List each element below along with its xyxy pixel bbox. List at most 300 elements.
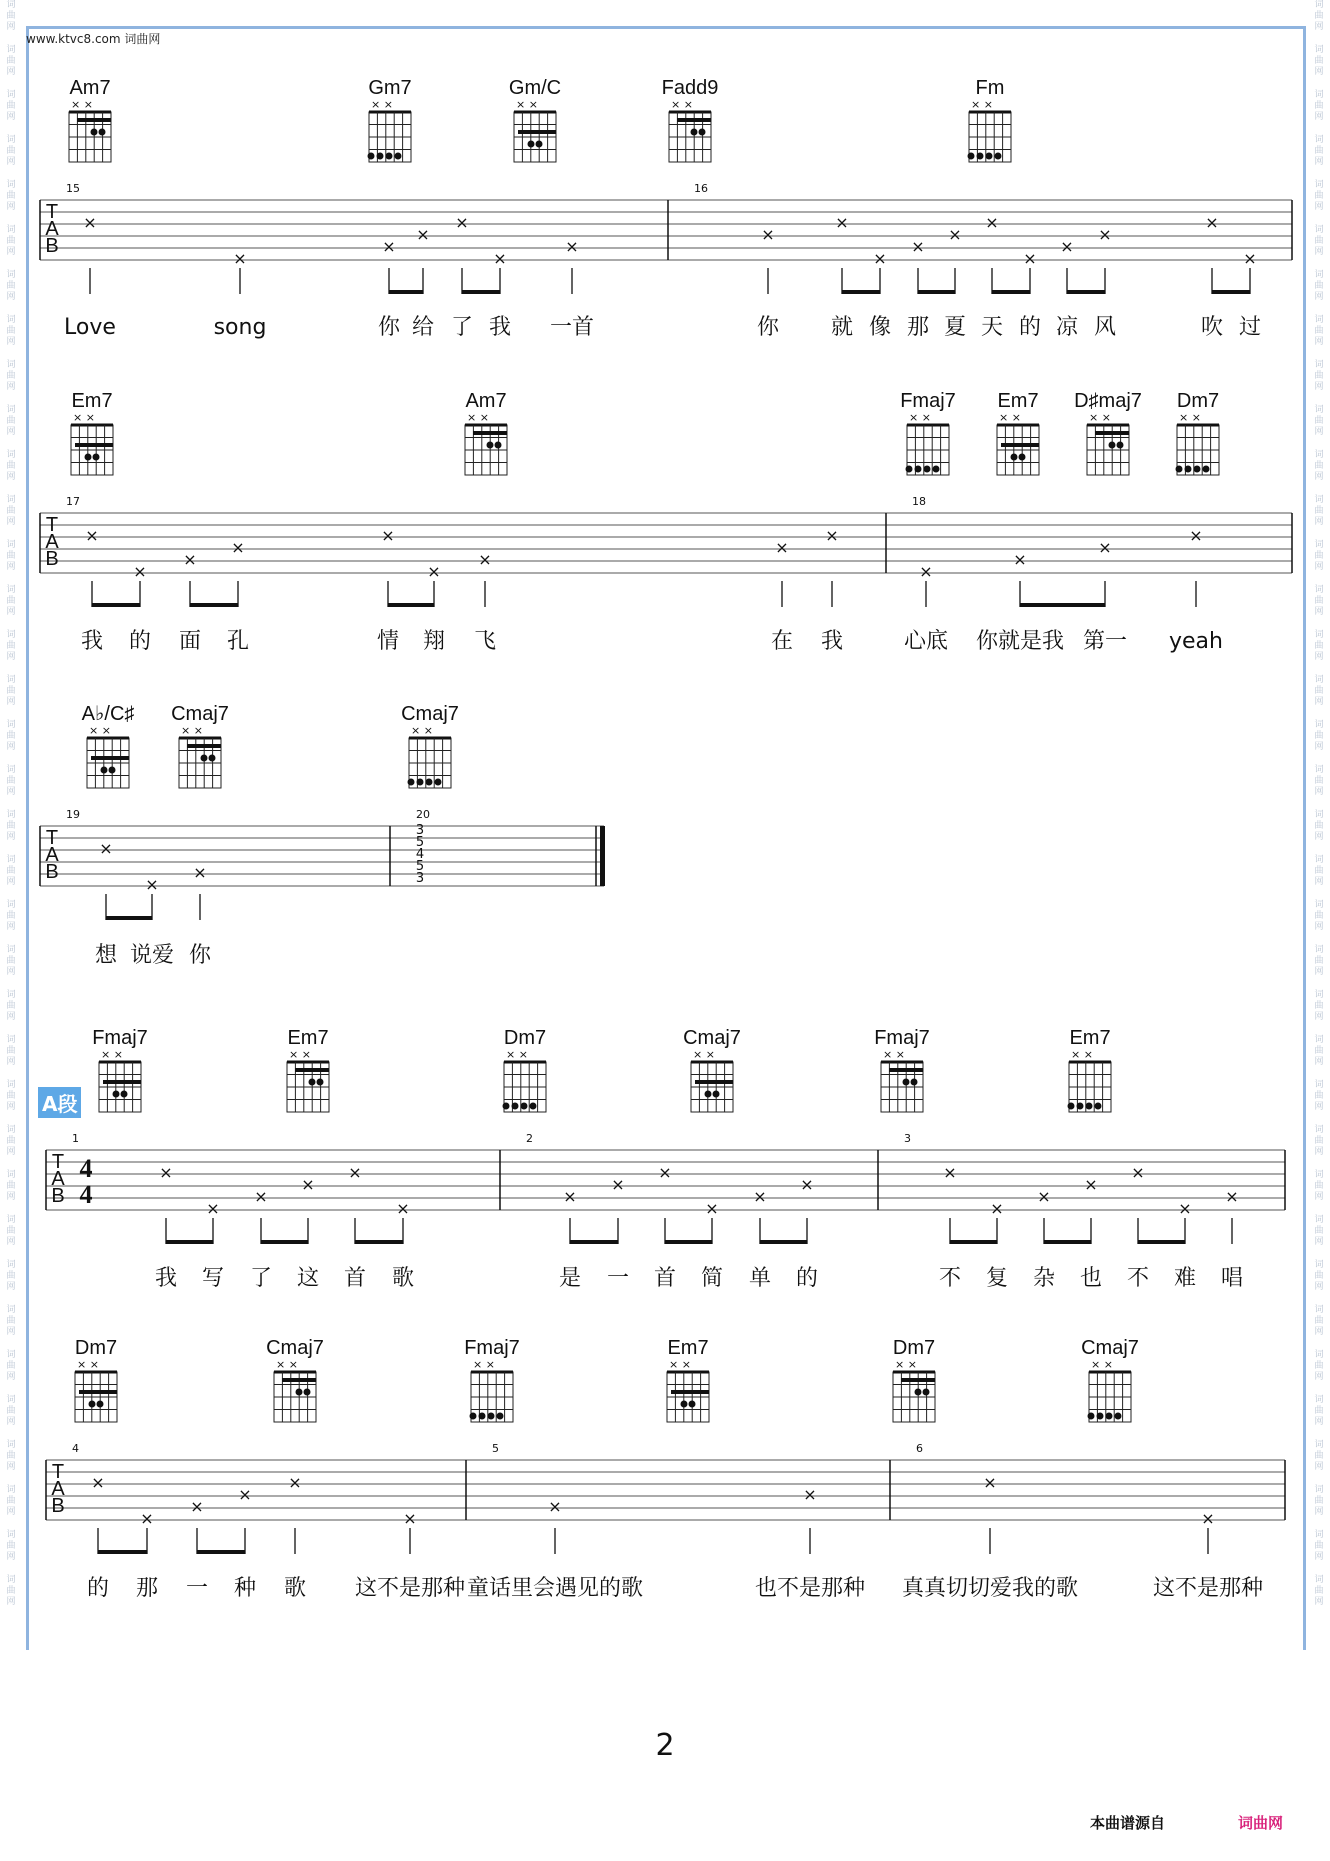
chord-dot (417, 779, 424, 786)
chord-dot (906, 466, 913, 473)
tab-note: × (983, 1473, 997, 1492)
chord-dot (1077, 1103, 1084, 1110)
lyric: 那 (906, 315, 930, 340)
lyric: 写 (201, 1266, 225, 1291)
chord-diagram (997, 411, 1039, 475)
watermark-text: 词 曲 网 (6, 270, 16, 302)
chord-dot (1109, 442, 1116, 449)
footer-brand: 词曲网 (1238, 1814, 1284, 1832)
chord-mute-marks: × × (181, 724, 203, 737)
lyric: 想 (94, 943, 118, 968)
chord-dot (1095, 1103, 1102, 1110)
tab-note: × (427, 562, 441, 581)
lyric: 单 (748, 1266, 772, 1291)
note-beam (918, 290, 955, 294)
watermark-text: 词 曲 网 (1314, 1035, 1324, 1067)
watermark-text: 词 曲 网 (1314, 0, 1324, 32)
chord-name: Cmaj7 (1081, 1337, 1139, 1359)
chord-dot (109, 767, 116, 774)
tab-note: × (478, 550, 492, 569)
lyric: 歌 (283, 1576, 307, 1601)
tab-clef: A (51, 1168, 65, 1190)
watermark-text: 词 曲 网 (6, 1440, 16, 1472)
tab-note: × (990, 1199, 1004, 1218)
watermark-text: 词 曲 网 (1314, 1305, 1324, 1337)
lyric: 首 (653, 1266, 677, 1291)
watermark-text: 词 曲 网 (6, 1035, 16, 1067)
chord-diagram (71, 411, 113, 475)
lyric: 过 (1238, 315, 1262, 340)
watermark-text: 词 曲 网 (1314, 270, 1324, 302)
tab-note: × (563, 1187, 577, 1206)
measure-number: 16 (694, 182, 708, 195)
chord-dot (377, 153, 384, 160)
watermark-text: 词 曲 网 (6, 225, 16, 257)
watermark-text: 词 曲 网 (6, 180, 16, 212)
chord-dot (386, 153, 393, 160)
chord-dot (1185, 466, 1192, 473)
chord-dot (705, 1091, 712, 1098)
watermark-text: 词 曲 网 (6, 0, 16, 32)
note-beam (190, 603, 238, 607)
chord-name: Cmaj7 (401, 703, 459, 725)
chord-barre (75, 443, 113, 447)
chord-dot (426, 779, 433, 786)
watermark-text: 词 曲 网 (1314, 1350, 1324, 1382)
tab-note: × (565, 237, 579, 256)
lyric: 我 (80, 629, 104, 654)
measure-number: 4 (72, 1442, 79, 1455)
lyric: 一 (606, 1266, 630, 1291)
watermark-text: 词 曲 网 (1314, 90, 1324, 122)
watermark-text: 词 曲 网 (6, 1260, 16, 1292)
watermark-text: 词 曲 网 (1314, 540, 1324, 572)
lyric: 复 (985, 1266, 1009, 1291)
chord-dot (91, 129, 98, 136)
chord-name: Fmaj7 (900, 390, 956, 412)
chord-name: Cmaj7 (683, 1027, 741, 1049)
chord-dot (470, 1413, 477, 1420)
watermark-text: 词 曲 网 (1314, 45, 1324, 77)
watermark-text: 词 曲 网 (1314, 1530, 1324, 1562)
lyric: 一 (185, 1576, 209, 1601)
chord-barre (473, 431, 507, 435)
watermark-text: 词 曲 网 (1314, 1440, 1324, 1472)
tab-note: × (943, 1163, 957, 1182)
tab-note: × (288, 1473, 302, 1492)
watermark-text: 词 曲 网 (1314, 1170, 1324, 1202)
note-beam (1067, 290, 1105, 294)
chord-name: D♯maj7 (1074, 390, 1142, 412)
chord-dot (121, 1091, 128, 1098)
lyric: 飞 (473, 629, 497, 654)
note-beam (1212, 290, 1250, 294)
chord-dot (1086, 1103, 1093, 1110)
watermark-text: 词 曲 网 (1314, 360, 1324, 392)
lyric: 的 (795, 1266, 819, 1291)
chord-barre (671, 1390, 709, 1394)
tab-clef: T (51, 1151, 65, 1173)
chord-diagram (667, 1358, 709, 1422)
tab-note: × (190, 1497, 204, 1516)
lyric: 的 (1018, 315, 1042, 340)
chord-dot (435, 779, 442, 786)
chord-dot (479, 1413, 486, 1420)
tab-clef: B (51, 1495, 65, 1517)
chord-barre (695, 1080, 733, 1084)
chord-dot (99, 129, 106, 136)
chord-mute-marks: × × (71, 98, 93, 111)
chord-dot (915, 466, 922, 473)
watermark-text: 词 曲 网 (6, 990, 16, 1022)
tab-note: × (416, 225, 430, 244)
chord-name: Fm (975, 77, 1005, 99)
tab-note: × (873, 249, 887, 268)
chord-barre (518, 130, 556, 134)
chord-dot (1203, 466, 1210, 473)
tab-note: × (803, 1485, 817, 1504)
lyric: 你 (377, 315, 401, 340)
chord-diagram (408, 724, 452, 788)
chord-mute-marks: × × (999, 411, 1021, 424)
chord-dot (691, 129, 698, 136)
tab-note: × (1013, 550, 1027, 569)
tab-note: × (159, 1163, 173, 1182)
measure-number: 15 (66, 182, 80, 195)
tab-clef: A (45, 218, 59, 240)
chord-dot (1088, 1413, 1095, 1420)
tab-fret-number: 4 (415, 847, 425, 862)
chord-dot (681, 1401, 688, 1408)
watermark-text: 词 曲 网 (6, 1395, 16, 1427)
watermark-text: 词 曲 网 (6, 315, 16, 347)
chord-dot (1176, 466, 1183, 473)
chord-mute-marks: × × (101, 1048, 123, 1061)
chord-dot (408, 779, 415, 786)
chord-barre (677, 118, 711, 122)
tab-note: × (753, 1187, 767, 1206)
chord-name: Em7 (287, 1027, 329, 1049)
lyric: 简 (700, 1266, 724, 1291)
chord-mute-marks: × × (371, 98, 393, 111)
watermark-text: 词 曲 网 (6, 675, 16, 707)
tab-clef: T (45, 201, 59, 223)
lyric: 翔 (422, 629, 446, 654)
watermark-text: 词 曲 网 (1314, 1575, 1324, 1607)
watermark-text: 词 曲 网 (6, 585, 16, 617)
note-beam (950, 1240, 997, 1244)
lyric: 就 (830, 315, 854, 340)
tab-note: × (800, 1175, 814, 1194)
tab-note: × (1178, 1199, 1192, 1218)
tab-note: × (231, 538, 245, 557)
tab-note: × (825, 526, 839, 545)
watermark-text: 词 曲 网 (1314, 720, 1324, 752)
watermark-text: 词 曲 网 (6, 1215, 16, 1247)
chord-mute-marks: × × (89, 724, 111, 737)
chord-diagram (503, 1048, 547, 1112)
watermark-text: 词 曲 网 (6, 1530, 16, 1562)
tab-note: × (1189, 526, 1203, 545)
watermark-text: 词 曲 网 (6, 1170, 16, 1202)
chord-barre (91, 756, 129, 760)
watermark-text: 词 曲 网 (6, 900, 16, 932)
chord-name: Dm7 (503, 1027, 547, 1049)
watermark-text: 词 曲 网 (1314, 1395, 1324, 1427)
tab-note: × (1131, 1163, 1145, 1182)
measure-number: 20 (416, 808, 430, 821)
chord-name: Dm7 (1176, 390, 1220, 412)
chord-dot (968, 153, 975, 160)
chord-barre (901, 1378, 935, 1382)
watermark-text: 词 曲 网 (6, 360, 16, 392)
chord-diagram (893, 1358, 935, 1422)
tab-note: × (1225, 1187, 1239, 1206)
chord-name: Dm7 (74, 1337, 118, 1359)
note-beam (389, 290, 423, 294)
note-beam (760, 1240, 807, 1244)
chord-mute-marks: × × (971, 98, 993, 111)
tab-clef: B (45, 548, 59, 570)
lyric: 歌 (391, 1266, 415, 1291)
watermark-text: 词 曲 网 (1314, 990, 1324, 1022)
chord-name: Em7 (71, 390, 113, 412)
chord-mute-marks: × × (73, 411, 95, 424)
chord-dot (924, 466, 931, 473)
watermark-text: 词 曲 网 (1314, 1215, 1324, 1247)
chord-mute-marks: × × (1179, 411, 1201, 424)
tab-note: × (493, 249, 507, 268)
tab-note: × (948, 225, 962, 244)
tab-clef: A (45, 844, 59, 866)
chord-name: Gm7 (368, 77, 412, 99)
measure-number: 18 (912, 495, 926, 508)
watermark-text: 词 曲 网 (1314, 1125, 1324, 1157)
lyric: 童话里会遇见的歌 (466, 1576, 644, 1601)
tab-note: × (1060, 237, 1074, 256)
chord-mute-marks: × × (1089, 411, 1111, 424)
chord-dot (296, 1389, 303, 1396)
tab-note: × (206, 1199, 220, 1218)
watermark-text: 词 曲 网 (1314, 135, 1324, 167)
measure-number: 1 (72, 1132, 79, 1145)
chord-diagram (69, 98, 111, 162)
tab-fret-number: 3 (415, 871, 425, 886)
tab-note: × (133, 562, 147, 581)
chord-mute-marks: × × (669, 1358, 691, 1371)
tab-clef: B (51, 1185, 65, 1207)
watermark-text: 词 曲 网 (6, 450, 16, 482)
chord-barre (1001, 443, 1039, 447)
watermark-text: 词 曲 网 (1314, 1485, 1324, 1517)
measure-number: 2 (526, 1132, 533, 1145)
chord-diagram (1088, 1358, 1132, 1422)
chord-dot (1011, 454, 1018, 461)
chord-dot (699, 129, 706, 136)
watermark-text: 词 曲 网 (1314, 675, 1324, 707)
chord-dot (923, 1389, 930, 1396)
note-beam (842, 290, 880, 294)
tab-note: × (705, 1199, 719, 1218)
chord-diagram (881, 1048, 923, 1112)
tab-note: × (382, 237, 396, 256)
watermark-text: 词 曲 网 (1314, 630, 1324, 662)
chord-dot (201, 755, 208, 762)
watermark-text: 词 曲 网 (6, 495, 16, 527)
lyric: 说爱 (129, 943, 175, 968)
note-beam (462, 290, 500, 294)
tab-note: × (455, 213, 469, 232)
tab-note: × (548, 1497, 562, 1516)
chord-mute-marks: × × (276, 1358, 298, 1371)
lyric: 这不是那种 (1152, 1576, 1264, 1601)
watermark-text: 词 曲 网 (1314, 225, 1324, 257)
chord-mute-marks: × × (411, 724, 433, 737)
chord-diagram (691, 1048, 733, 1112)
chord-barre (1095, 431, 1129, 435)
lyric: 不 (1126, 1266, 1150, 1291)
tab-clef: B (45, 861, 59, 883)
watermark-text: 词 曲 网 (6, 1350, 16, 1382)
tab-clef: A (51, 1478, 65, 1500)
chord-mute-marks: × × (895, 1358, 917, 1371)
chord-mute-marks: × × (506, 1048, 528, 1061)
chord-dot (93, 454, 100, 461)
tab-note: × (1098, 225, 1112, 244)
measure-number: 6 (916, 1442, 923, 1455)
chord-name: Am7 (69, 77, 111, 99)
measure-number: 19 (66, 808, 80, 821)
chord-dot (530, 1103, 537, 1110)
chord-dot (1115, 1413, 1122, 1420)
chord-mute-marks: × × (473, 1358, 495, 1371)
tab-note: × (403, 1509, 417, 1528)
tab-note: × (761, 225, 775, 244)
lyric: 夏 (943, 315, 967, 340)
lyric: 情 (376, 629, 400, 654)
chord-dot (1019, 454, 1026, 461)
watermark-text: 词 曲 网 (6, 855, 16, 887)
lyric: 的 (128, 629, 152, 654)
lyric: 难 (1173, 1266, 1197, 1291)
chord-dot (1117, 442, 1124, 449)
chord-diagram (465, 411, 507, 475)
chord-dot (487, 442, 494, 449)
chord-dot (495, 442, 502, 449)
lyric: 你 (756, 315, 780, 340)
tab-fret-number: 5 (415, 835, 425, 850)
lyric: 那 (135, 1576, 159, 1601)
chord-name: Fmaj7 (874, 1027, 930, 1049)
chord-name: Fmaj7 (92, 1027, 148, 1049)
section-label: A段 (38, 1087, 81, 1118)
chord-mute-marks: × × (883, 1048, 905, 1061)
watermark-text: 词 曲 网 (6, 540, 16, 572)
chord-dot (209, 755, 216, 762)
watermark-text: 词 曲 网 (6, 1575, 16, 1607)
chord-diagram (1087, 411, 1129, 475)
tab-note: × (381, 526, 395, 545)
chord-dot (521, 1103, 528, 1110)
chord-dot (503, 1103, 510, 1110)
tab-clef: T (51, 1461, 65, 1483)
chord-barre (187, 744, 221, 748)
tab-note: × (1201, 1509, 1215, 1528)
chord-dot (1097, 1413, 1104, 1420)
lyric: 种 (233, 1576, 257, 1601)
chord-dot (368, 153, 375, 160)
chord-dot (713, 1091, 720, 1098)
watermark-text: 词 曲 网 (1314, 900, 1324, 932)
watermark-text: 词 曲 网 (6, 1485, 16, 1517)
chord-name: A♭/C♯ (81, 703, 135, 725)
chord-barre (889, 1068, 923, 1072)
tab-note: × (611, 1175, 625, 1194)
watermark-text: 词 曲 网 (1314, 855, 1324, 887)
note-beam (106, 916, 152, 920)
chord-diagram (368, 98, 412, 162)
tab-note: × (140, 1509, 154, 1528)
watermark-text: 词 曲 网 (6, 945, 16, 977)
chord-dot (1194, 466, 1201, 473)
lyric: 第一 (1082, 629, 1128, 654)
final-barline-thick (600, 826, 605, 886)
tab-note: × (911, 237, 925, 256)
note-beam (166, 1240, 213, 1244)
tab-note: × (1243, 249, 1257, 268)
note-beam (92, 603, 140, 607)
chord-diagram (470, 1358, 514, 1422)
lyric: 首 (343, 1266, 367, 1291)
lyric: 心底 (903, 629, 949, 654)
note-beam (992, 290, 1030, 294)
lyric: 孔 (226, 629, 250, 654)
chord-diagram (669, 98, 711, 162)
note-beam (355, 1240, 403, 1244)
chord-name: Em7 (1069, 1027, 1111, 1049)
time-signature-top: 4 (79, 1154, 93, 1183)
chord-mute-marks: × × (1091, 1358, 1113, 1371)
note-beam (261, 1240, 308, 1244)
tab-note: × (775, 538, 789, 557)
chord-diagram (968, 98, 1012, 162)
footer-source: 本曲谱源自 (1090, 1814, 1166, 1832)
tab-fret-number: 5 (415, 859, 425, 874)
lyric: 面 (178, 629, 202, 654)
chord-dot (512, 1103, 519, 1110)
lyric: 的 (86, 1576, 110, 1601)
chord-mute-marks: × × (909, 411, 931, 424)
lyric: 也 (1079, 1266, 1103, 1291)
chord-mute-marks: × × (289, 1048, 311, 1061)
chord-name: Gm/C (508, 77, 562, 99)
lyric: 杂 (1032, 1266, 1056, 1291)
measure-number: 5 (492, 1442, 499, 1455)
lyric: 天 (980, 315, 1004, 340)
chord-diagram (1176, 411, 1220, 475)
lyric: 这 (296, 1266, 320, 1291)
chord-dot (528, 141, 535, 148)
tab-note: × (1098, 538, 1112, 557)
chord-name: Cmaj7 (171, 703, 229, 725)
watermark-text: 词 曲 网 (6, 765, 16, 797)
lyric: 吹 (1200, 315, 1224, 340)
tab-note: × (301, 1175, 315, 1194)
chord-name: Dm7 (892, 1337, 936, 1359)
chord-dot (497, 1413, 504, 1420)
tab-note: × (83, 213, 97, 232)
tab-note: × (658, 1163, 672, 1182)
